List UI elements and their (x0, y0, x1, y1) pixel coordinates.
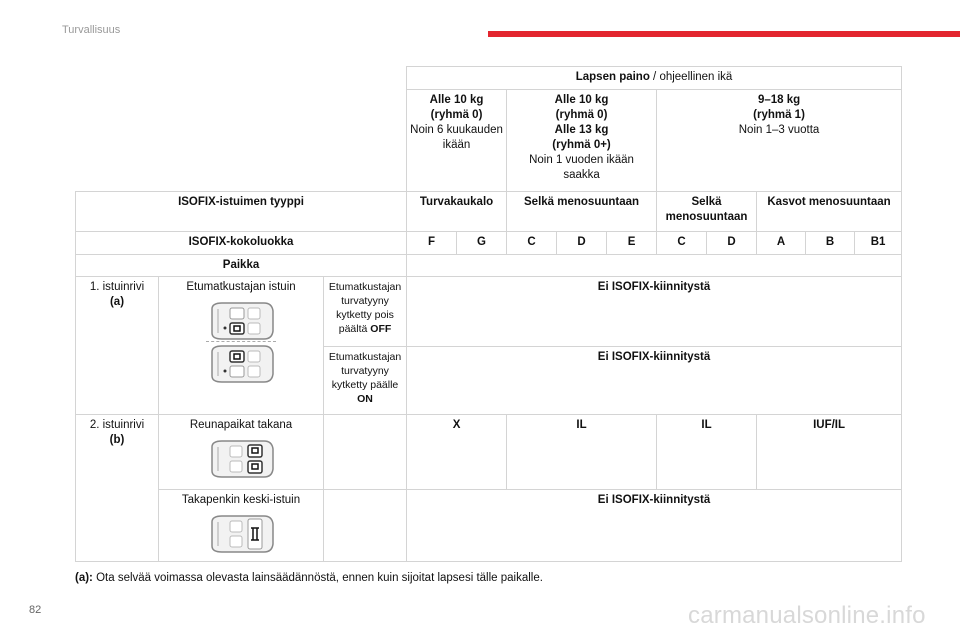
group1-line1: Alle 10 kg (429, 94, 484, 106)
size-B: B (806, 232, 855, 255)
row2-value-3: IL (657, 415, 757, 490)
row2-outer-seat-label: Reunapaikat takana (189, 419, 293, 431)
car-rear-center-seat-icon (162, 514, 320, 554)
group2-line1: Alle 10 kg (554, 94, 609, 106)
header-accent-bar (488, 31, 960, 37)
airbag-off-text: Etumatkustajan turvatyyny kytketty pois päältä (328, 281, 402, 335)
footnote (75, 572, 543, 584)
watermark: carmanualsonline.info (688, 602, 926, 629)
weight-header (407, 67, 902, 90)
size-E: E (607, 232, 657, 255)
size-B1: B1 (855, 232, 902, 255)
row1-label: 1. istuinrivi (89, 281, 145, 293)
size-G: G (457, 232, 507, 255)
size-D: D (557, 232, 607, 255)
row1-ref: (a) (109, 296, 125, 308)
place-label: Paikka (76, 255, 407, 277)
size-C2: C (657, 232, 707, 255)
type-4: Kasvot menosuuntaan (757, 192, 902, 232)
group1-line2: (ryhmä 0) (430, 109, 483, 121)
row2-center-value: Ei ISOFIX-kiinnitystä (407, 490, 902, 562)
row1-on-value: Ei ISOFIX-kiinnitystä (407, 347, 902, 415)
weight-header-bold: Lapsen paino (575, 71, 650, 83)
row1-off-value: Ei ISOFIX-kiinnitystä (407, 277, 902, 347)
place-empty (407, 255, 902, 277)
row2-center-empty (324, 490, 407, 562)
car-front-seat-off-icon (162, 301, 320, 341)
size-D2: D (707, 232, 757, 255)
page-number: 82 (29, 604, 42, 616)
row2-center-seat-label: Takapenkin keski-istuin (181, 494, 301, 506)
group2-line3: Alle 13 kg (554, 124, 609, 136)
section-title: Turvallisuus (62, 24, 121, 36)
row1-label-cell (76, 277, 159, 415)
type-2: Selkä menosuuntaan (507, 192, 657, 232)
row1-seat-label: Etumatkustajan istuin (186, 281, 296, 293)
group-col-1 (407, 90, 507, 192)
weight-header-rest: / ohjeellinen ikä (649, 71, 733, 83)
row2-value-2: IL (507, 415, 657, 490)
row2-value-4: IUF/IL (757, 415, 902, 490)
row2-value-1: X (407, 415, 507, 490)
row2-outer-empty (324, 415, 407, 490)
group1-line3: Noin 6 kuukauden ikään (410, 124, 503, 151)
footnote-label: (a): (75, 572, 93, 584)
type-1: Turvakaukalo (407, 192, 507, 232)
row2-ref: (b) (109, 434, 125, 446)
airbag-on-cell (324, 347, 407, 415)
size-A: A (757, 232, 806, 255)
row1-seat-cell (159, 277, 324, 415)
isofix-table (75, 66, 902, 562)
airbag-off-cell (324, 277, 407, 347)
group-col-2 (507, 90, 657, 192)
seat-divider (206, 341, 276, 342)
row2-label: 2. istuinrivi (89, 419, 145, 431)
group3-line2: (ryhmä 1) (753, 109, 805, 121)
size-label: ISOFIX-kokoluokka (76, 232, 407, 255)
size-C: C (507, 232, 557, 255)
group2-line5: Noin 1 vuoden ikään saakka (529, 154, 634, 181)
airbag-off-bold: OFF (370, 323, 392, 335)
footnote-text: Ota selvää voimassa olevasta lainsäädännöstä, ennen kuin sijoitat lapsesi tälle paikalle. (92, 572, 543, 584)
row2-outer-seat-cell (159, 415, 324, 490)
group-col-3 (657, 90, 902, 192)
airbag-on-text: Etumatkustajan turvatyyny kytketty päälle (328, 351, 402, 391)
airbag-on-bold: ON (357, 393, 373, 405)
car-front-seat-on-icon (162, 344, 320, 384)
size-F: F (407, 232, 457, 255)
type-3: Selkä menosuuntaan (657, 192, 757, 232)
empty-corner (76, 67, 407, 192)
car-rear-outer-seats-icon (162, 439, 320, 479)
type-label: ISOFIX-istuimen tyyppi (76, 192, 407, 232)
group3-line3: Noin 1–3 vuotta (738, 124, 820, 136)
group3-line1: 9–18 kg (757, 94, 801, 106)
group2-line2: (ryhmä 0) (555, 109, 608, 121)
row2-label-cell (76, 415, 159, 562)
row2-center-seat-cell (159, 490, 324, 562)
group2-line4: (ryhmä 0+) (552, 139, 611, 151)
